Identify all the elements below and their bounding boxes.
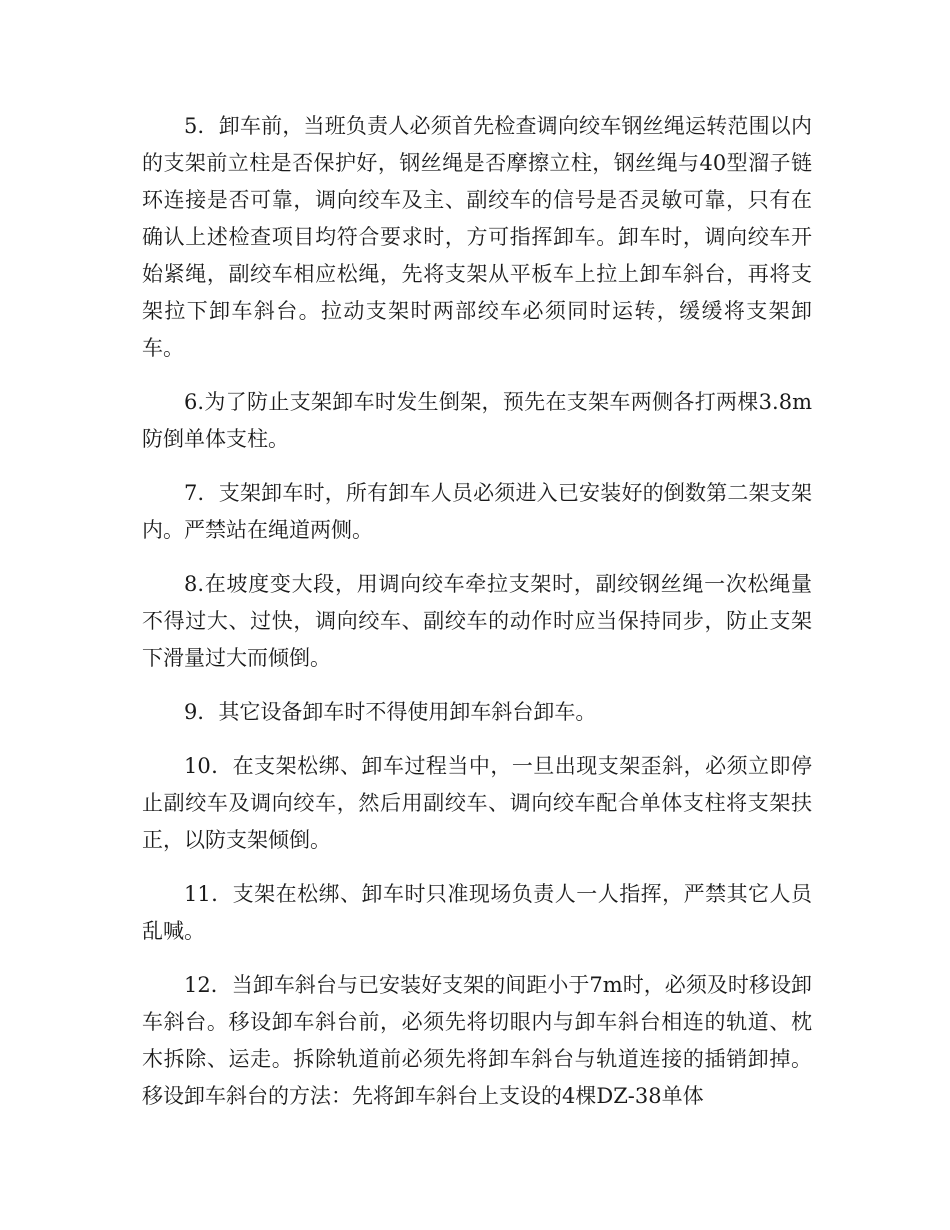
paragraph-11: 11．支架在松绑、卸车时只准现场负责人一人指挥，严禁其它人员乱喊。 [142, 882, 812, 943]
paragraph-10: 10．在支架松绑、卸车过程当中，一旦出现支架歪斜，必须立即停止副绞车及调向绞车，然后用副绞车、调向绞车配合单体支柱将支架扶正，以防支架倾倒。 [142, 754, 812, 852]
document-body [142, 108, 812, 1132]
paragraph-5: 5．卸车前，当班负责人必须首先检查调向绞车钢丝绳运转范围以内的支架前立柱是否保护好，钢丝绳是否摩擦立柱，钢丝绳与40型溜子链环连接是否可靠，调向绞车及主、副绞车的信号是否灵敏可靠，只有在确认上述检查项目均符合要求时，方可指挥卸车。卸车时，调向绞车开始紧绳，副绞车相应松绳，先将支架从平板车上拉上卸车斜台，再将支架拉下卸车斜台。拉动支架时两部绞车必须同时运转，缓缓将支架卸车。 [142, 114, 812, 360]
paragraph-8: 8.在坡度变大段，用调向绞车牵拉支架时，副绞钢丝绳一次松绳量不得过大、过快，调向绞车、副绞车的动作时应当保持同步，防止支架下滑量过大而倾倒。 [142, 572, 812, 670]
paragraph-12: 12．当卸车斜台与已安装好支架的间距小于7m时，必须及时移设卸车斜台。移设卸车斜台前，必须先将切眼内与卸车斜台相连的轨道、枕木拆除、运走。拆除轨道前必须先将卸车斜台与轨道连接的插销卸掉。移设卸车斜台的方法：先将卸车斜台上支设的4棵DZ-38单体 [142, 973, 812, 1108]
paragraph-9: 9．其它设备卸车时不得使用卸车斜台卸车。 [184, 700, 597, 724]
paragraph-7: 7．支架卸车时，所有卸车人员必须进入已安装好的倒数第二架支架内。严禁站在绳道两侧。 [142, 481, 812, 542]
paragraph-6: 6.为了防止支架卸车时发生倒架，预先在支架车两侧各打两棵3.8m防倒单体支柱。 [142, 390, 812, 451]
